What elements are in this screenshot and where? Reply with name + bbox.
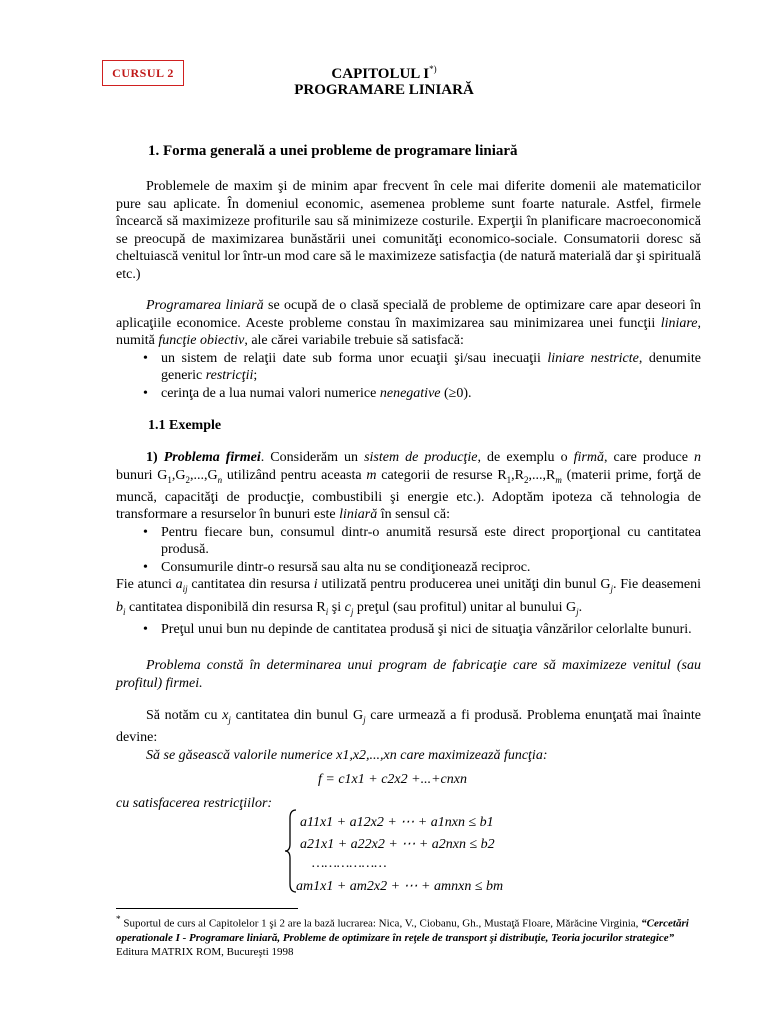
constraint-row: a21x1 + a22x2 + ⋯ + a2nxn ≤ b2 xyxy=(300,837,495,852)
chapter-footnote-mark: *) xyxy=(429,64,437,74)
subsection-title: 1.1 Exemple xyxy=(148,418,222,433)
chapter-title: CAPITOLUL I*) xyxy=(331,64,437,82)
footnote: * Suportul de curs al Capitolelor 1 şi 2 are la bază lucrarea: Nica, V., Ciobanu, Gh., Mustaţă Floare, Mărăcine Virginia, “Cercetări operationale I - Programare liniară, Probleme de optimizare în reţele de transport şi distribuţie, Teoria jocurilor strategice” Editura MATRIX ROM, Bucureşti 1998 xyxy=(116,914,689,958)
find-values-text: Să se găsească valorile numerice x1,x2,...,xn care maximizează funcţia: xyxy=(146,747,548,763)
bullet-independent: • Consumurile dintr-o resursă sau alta nu se condiţionează reciproc. xyxy=(143,559,531,575)
paragraph-linear-programming: Programarea liniară se ocupă de o clasă specială de probleme de optimizare care apar deseori în aplicaţiile economice. Aceste probleme constau în maximizarea sau minimizarea unei funcţii liniare, numită funcţie obiectiv, ale cărei variabile trebuie să satisfacă: • un sistem de relaţii date sub forma unor ecuaţii şi/sau inecuaţii liniare nestricte, denumite generic restricţii; • cerinţa de a lua numai valori numerice nenegative (≥0). xyxy=(116,298,701,401)
course-badge: CURSUL 2 xyxy=(102,60,184,86)
bullet-proportional: • Pentru fiecare bun, consumul dintr-o anumită resursă este direct proporţional cu cantitatea produsă. xyxy=(143,524,701,558)
constraint-row: am1x1 + am2x2 + ⋯ + amnxn ≤ bm xyxy=(296,879,504,894)
bullet-price: • Preţul unui bun nu depinde de cantitatea produsă şi nici de situaţia vânzărilor celorlalte bunuri. xyxy=(143,621,692,637)
section-title: 1. Forma generală a unei probleme de programare liniară xyxy=(148,143,518,159)
footnote-divider xyxy=(116,908,298,909)
bullet-restrictions: • un sistem de relaţii date sub forma unor ecuaţii şi/sau inecuaţii liniare nestricte, denumite generic restricţii; xyxy=(143,350,701,383)
constraint-row: a11x1 + a12x2 + ⋯ + a1nxn ≤ b1 xyxy=(300,815,494,830)
chapter-subtitle: PROGRAMARE LINIARĂ xyxy=(294,82,474,98)
problem-statement: Problema constă în determinarea unui program de fabricaţie care să maximizeze venitul (sau profitul) firmei. xyxy=(116,658,701,691)
paragraph-intro xyxy=(116,178,701,283)
objective-function: f = c1x1 + c2x2 +...+cnxn xyxy=(318,772,467,787)
paragraph-firm-problem: 1) Problema firmei. Considerăm un sistem de producţie, de exemplu o firmă, care produce n bunuri $G_1,G_2,...,G_n$ utilizând pentru aceasta m categorii de resurse $R_1,R_2,...,R_m$ (materii prime, forţă de muncă, capacităţi de producţie, combustibili şi energie etc.). Adoptăm ipoteza că tehnologia de transformare a resurselor în bunuri este liniară în sensul că: • Pentru fiecare bun, consumul dintr-o anumită resursă este direct proporţional cu cantitatea produsă. • Consumurile dintr-o resursă sau alta nu se condiţionează reciproc. Fie atunci $a_{ij}$ cantitatea din resursa i utilizată pentru producerea unei unităţi din bunul $G_j$. Fie deasemeni $b_i$ cantitatea disponibilă din resursa $R_i$ şi $c_j$ preţul (sau profitul) unitar al bunului $G_j$. • Preţul unui bun nu depinde de cantitatea produsă şi nici de situaţia vânzărilor celorlalte bunuri. xyxy=(116,450,701,637)
constraints-label: cu satisfacerea restricţiilor: xyxy=(116,796,273,811)
intro-text: Problemele de maxim şi de minim apar frecvent în cele mai diferite domenii ale matematicilor pure sau aplicate. În domeniul economic, asemenea probleme sunt foarte naturale. Astfel, firmele încearcă să maximizeze profiturile sau să minimizeze costurile. Experţii în planificare macroeconomică se preocupă de maximizarea bunăstării unei comunităţi economico-sociale. Consumatorii doresc să cheltuiască venitul lor într-un mod care să le maximizeze satisfacţia (de natură materială dar şi spirituală etc.) xyxy=(116,179,701,282)
bullet-nonnegative: • cerinţa de a lua numai valori numerice nenegative (≥0). xyxy=(143,385,472,401)
paragraph-notation: Să notăm cu $x_j$ cantitatea din bunul $G_j$ care urmează a fi produsă. Problema enunţată mai înainte devine: Să se găsească valorile numerice x1,x2,...,xn care maximizează funcţia: xyxy=(116,708,701,763)
constraint-ellipsis: ……………… xyxy=(312,856,387,871)
